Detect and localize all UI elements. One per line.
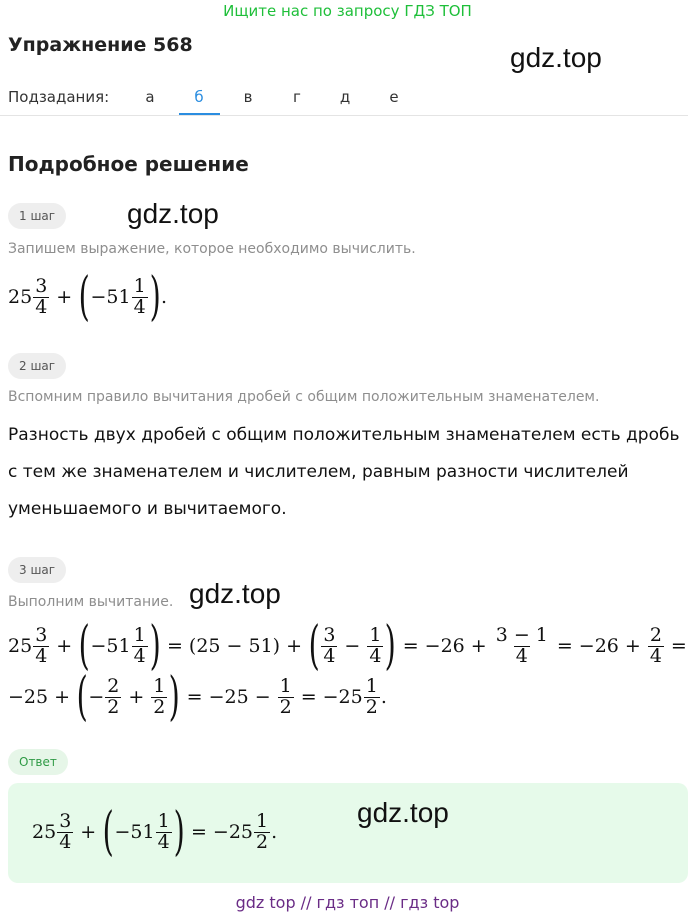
section-title: Подробное решение bbox=[8, 152, 249, 176]
step-1-hint: Запишем выражение, которое необходимо вычислить. bbox=[8, 241, 416, 257]
step-3-hint: Выполним вычитание. bbox=[8, 594, 174, 610]
step-1-badge: 1 шаг bbox=[8, 203, 66, 229]
subtask-tab-g[interactable]: г bbox=[293, 88, 301, 106]
subtask-tab-b[interactable]: б bbox=[194, 88, 204, 106]
subtask-tab-e[interactable]: е bbox=[389, 88, 399, 106]
watermark: gdz.top bbox=[510, 42, 602, 73]
step-3-line-2: −25 + ( − $\frac{2}{2}$ + $\frac{1}{2}$ ) = −25 − $\frac{1}{2}$ = −25 $\frac{1}{2}$ . bbox=[8, 667, 387, 727]
subtask-tab-d[interactable]: д bbox=[339, 88, 351, 106]
step-1-expression: 25 $\frac{3}{4}$ + ( −51 $\frac{1}{4}$ ) . bbox=[8, 267, 168, 327]
subtask-tab-v[interactable]: в bbox=[243, 88, 253, 106]
step-3-badge: 3 шаг bbox=[8, 557, 66, 583]
divider bbox=[0, 115, 688, 116]
subtask-tab-a[interactable]: а bbox=[145, 88, 155, 106]
step-3-line-1: 25 $\frac{3}{4}$ + ( −51 $\frac{1}{4}$ ) = (25 − 51) + ( $\frac{3}{4}$ − $\frac{1}{4}$ ) = −26 + $\frac{3 - 1}{4}$ = −26 + $\frac{2}{4}$ = bbox=[8, 616, 687, 676]
answer-badge: Ответ bbox=[8, 749, 68, 775]
watermark: gdz.top bbox=[127, 198, 219, 229]
subtasks-label: Подзадания: bbox=[8, 88, 110, 106]
step-2-hint: Вспомним правило вычитания дробей с общим положительным знаменателем. bbox=[8, 389, 600, 405]
search-banner[interactable]: Ищите нас по запросу ГДЗ ТОП bbox=[223, 2, 472, 20]
answer-expression: 25 $\frac{3}{4}$ + ( −51 $\frac{1}{4}$ ) = −25 $\frac{1}{2}$ . bbox=[32, 802, 278, 862]
step-2-badge: 2 шаг bbox=[8, 353, 66, 379]
watermark: gdz.top bbox=[357, 797, 449, 828]
watermark: gdz.top bbox=[189, 578, 281, 609]
exercise-title: Упражнение 568 bbox=[8, 34, 193, 56]
step-2-rule: Разность двух дробей с общим положительным знаменателем есть дробь с тем же знаменателем и числителем, равным разности числителей уменьшаемого и вычитаемого. bbox=[8, 425, 680, 519]
footer-links[interactable]: gdz top // гдз топ // гдз top bbox=[235, 893, 460, 912]
